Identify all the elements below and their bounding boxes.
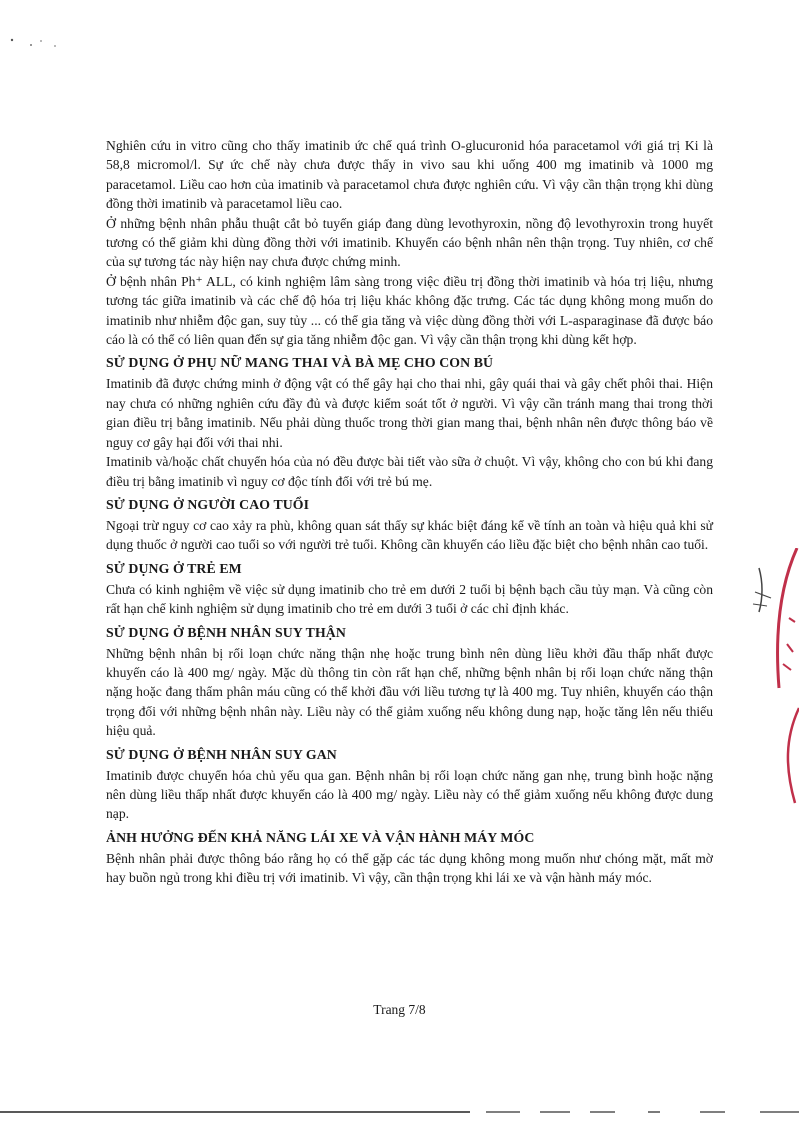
paragraph-driving: Bệnh nhân phải được thông báo rằng họ có thể gặp các tác dụng không mong muốn như chóng mặt, mất mờ hay buồn ngủ trong khi điều trị với imatinib. Vì vậy, cần thận trọng khi lái xe và vận hành máy móc.	[106, 850, 713, 886]
paragraph-elderly: Ngoại trừ nguy cơ cao xảy ra phù, không quan sát thấy sự khác biệt đáng kể về tính an toàn và hiệu quả khi sử dụng thuốc ở người cao tuổi so với người trẻ tuổi. Không cần khuyến cáo liều đặc biệt cho bệnh nhân cao tuổi.	[106, 517, 713, 553]
paragraph-breastfeeding: Imatinib và/hoặc chất chuyển hóa của nó đều được bài tiết vào sữa ở chuột. Vì vậy, không cho con bú khi đang điều trị bằng imatinib vì nguy cơ độc tính đối với trẻ bú mẹ.	[106, 454, 713, 489]
scan-bottom-edge	[0, 1108, 799, 1118]
paragraph-ph-all: Ở bệnh nhân Ph⁺ ALL, có kinh nghiệm lâm sàng trong việc điều trị đồng thời imatinib và hóa trị liệu, nhưng tương tác giữa imatinib và các chế độ hóa trị liệu khác không đặc trưng. Các tác dụng không mong muốn do imatinib như nhiễm độc gan, suy tủy ... có thể gia tăng và việc dùng đồng thời với L-asparaginase đã được báo cáo là có thể có liên quan đến sự gia tăng nhiễm độc gan. Vì vậy cần thận trọng khi dùng kết hợp.	[106, 273, 713, 348]
paragraph-paracetamol: Nghiên cứu in vitro cũng cho thấy imatinib ức chế quá trình O-glucuronid hóa paracetamol với giá trị Ki là 58,8 micromol/l. Sự ức chế này chưa được thấy in vivo sau khi uống 400 mg imatinib và 1000 mg paracetamol. Liều cao hơn của imatinib và paracetamol chưa được nghiên cứu. Vì vậy cần thận trọng khi dùng đồng thời imatinib và paracetamol liều cao.	[106, 138, 713, 212]
paragraph-hepatic: Imatinib được chuyển hóa chủ yếu qua gan. Bệnh nhân bị rối loạn chức năng gan nhẹ, trung bình hoặc nặng nên dùng liều thấp nhất được khuyến cáo là 400 mg/ ngày. Liều này có thể giảm xuống nếu không được dung nạp.	[106, 767, 713, 822]
stamp-fragment	[719, 548, 799, 808]
page-number: Trang 7/8	[373, 1002, 426, 1017]
heading-elderly: SỬ DỤNG Ở NGƯỜI CAO TUỔI	[106, 496, 310, 512]
paragraph-levothyroxin: Ở những bệnh nhân phẫu thuật cắt bỏ tuyến giáp đang dùng levothyroxin, nồng độ levothyroxin trong huyết tương có thể giảm khi dùng đồng thời với imatinib. Khuyến cáo bệnh nhân nên thận trọng. Tuy nhiên, cơ chế của sự tương tác này hiện nay chưa được chứng minh.	[106, 215, 713, 270]
paragraph-children: Chưa có kinh nghiệm về việc sử dụng imatinib cho trẻ em dưới 2 tuổi bị bệnh bạch cầu tủy mạn. Và cũng còn rất hạn chế kinh nghiệm sử dụng imatinib cho trẻ em dưới 3 tuổi ở các chỉ định khác.	[106, 581, 713, 617]
heading-renal: SỬ DỤNG Ở BỆNH NHÂN SUY THẬN	[106, 624, 346, 640]
heading-children: SỬ DỤNG Ở TRẺ EM	[106, 560, 242, 576]
scan-specks	[0, 0, 80, 60]
document-body	[106, 136, 713, 888]
heading-hepatic: SỬ DỤNG Ở BỆNH NHÂN SUY GAN	[106, 746, 337, 762]
heading-driving: ẢNH HƯỞNG ĐẾN KHẢ NĂNG LÁI XE VÀ VẬN HÀNH MÁY MÓC	[106, 829, 535, 845]
paragraph-renal: Những bệnh nhân bị rối loạn chức năng thận nhẹ hoặc trung bình nên dùng liều khởi đầu thấp nhất được khuyến cáo là 400 mg/ ngày. Mặc dù thông tin còn rất hạn chế, những bệnh nhân bị rối loạn chức năng thận nặng hoặc đang thẩm phân máu cũng có thể khởi đầu với liều tương tự là 400 mg. Tuy nhiên, khuyến cáo thận trọng đối với những bệnh nhân này. Liều này có thể giảm xuống nếu không dung nạp, hoặc tăng lên nếu thiếu hiệu quả.	[106, 645, 713, 739]
heading-pregnancy: SỬ DỤNG Ở PHỤ NỮ MANG THAI VÀ BÀ MẸ CHO CON BÚ	[106, 355, 494, 371]
paragraph-pregnancy: Imatinib đã được chứng minh ở động vật có thể gây hại cho thai nhi, gây quái thai và gây chết phôi thai. Hiện nay chưa có những nghiên cứu đầy đủ và được kiểm soát tốt ở người. Vì vậy cần tránh mang thai trong thời gian điều trị bằng imatinib. Nếu phải dùng thuốc trong thời gian mang thai, bệnh nhân nên được thông báo về nguy cơ gây hại đối với thai nhi.	[106, 376, 713, 450]
